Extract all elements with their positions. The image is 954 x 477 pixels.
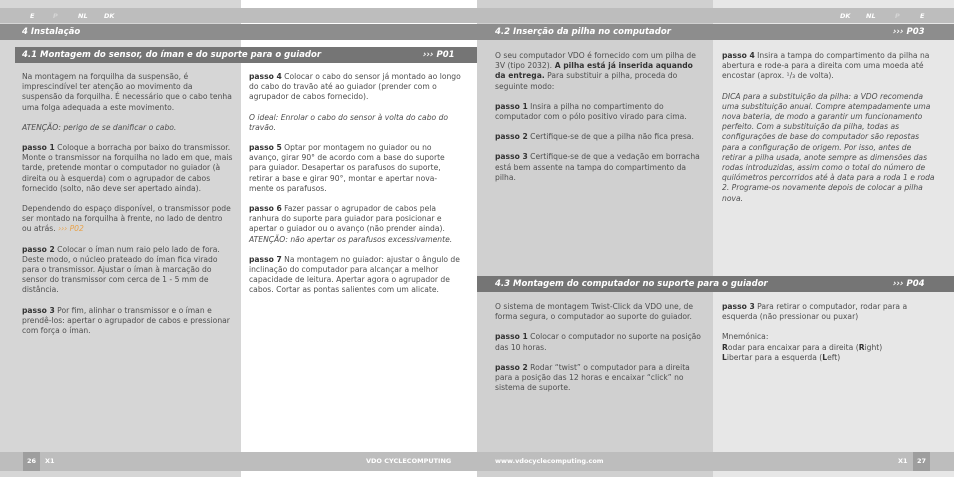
right-column-3-text [495,302,705,403]
right-column-2-text [722,51,936,214]
lang-tab-active[interactable]: P [53,12,58,20]
paragraph: Dependendo do espaço disponível, o transmissor pode ser montado na forquilha à frente, no lado de dentro ou atrás. ››› P02 [22,204,231,234]
page-number-box [913,452,930,471]
lang-tab[interactable]: DK [840,12,851,20]
step-paragraph: passo 2 Colocar o íman num raio pelo lado de fora. Deste modo, o núcleo prateado do íman fica virado para o transmissor. Ajustar o íman à marcação do sensor do transmissor com cerca de 1 - 5 mm de distância. [22,244,220,295]
step-paragraph: passo 7 Na montagem no guiador: ajustar o ângulo de inclinação do computador para alcançar a melhor capacidade de leitura. Apertar agora o agrupador de cabos. Cortar as pontas salientes com um alicate. [249,254,460,295]
footer-url[interactable]: www.vdocyclecomputing.com [495,457,604,465]
figure-ref-link[interactable]: ››› P04 [893,279,925,289]
subsection-header [477,24,954,40]
mnemonic-label: Mnemónica: [722,332,769,342]
tip-note: DICA para a substituição da pilha: a VDO recomenda uma substituição anual. Compre atempadamente uma nova bateria, de modo a garantir um funcionamento perfeito. Com a substituição da pilha, todas as configurações de base do computador são repostas para a configuração de origem. Por isso, antes de retirar a pilha usada, anote sempre as dimensões das rodas introduzidas, assim como o total do número de quilómetros percorridos até à data para a roda 1 e roda 2. Programe-os novamente depois de colocar a pilha nova. [722,91,935,203]
paragraph: O seu computador VDO é fornecido com um pilha de 3V (tipo 2032). A pilha está já inserida aquando da entrega. Para substituir a pilha, proceda do seguinte modo: [495,51,696,91]
lang-tab[interactable]: DK [104,12,115,20]
step-paragraph: passo 6 Fazer passar o agrupador de cabos pela ranhura do suporte para guiador para posicionar e apertar o guiador ou o avanço (não prender ainda). ATENÇÃO: não apertar os parafusos excessivamente. [249,204,453,244]
right-column-1-text [495,51,705,193]
step-paragraph: passo 5 Optar por montagem no guiador ou no avanço, girar 90° de acordo com a base do suporte para guiador. Desapertar os parafusos do suporte, retirar a base e girar 90°, montar e apertar nova-mente os parafusos. [249,143,445,193]
figure-ref-link[interactable]: ››› P01 [423,50,455,60]
figure-ref-link[interactable]: ››› P03 [893,27,925,37]
figure-ref-link[interactable]: ››› P02 [58,224,84,234]
language-bar [0,8,477,23]
footer [0,452,477,471]
paragraph: O sistema de montagem Twist-Click da VDO une, de forma segura, o computador ao suporte do guiador. [495,302,694,322]
footer [477,452,954,471]
language-bar [477,8,954,23]
page-number-box [23,452,40,471]
step-paragraph: passo 4 Insira a tampa do compartimento da pilha na abertura e rode-a para a direita com uma moeda até encostar (aprox. ¹/₃ de volta). [722,51,930,81]
step-paragraph: passo 1 Colocar o computador no suporte na posição das 10 horas. [495,332,701,352]
step-paragraph: passo 2 Rodar “twist” o computador para a direita para a posição das 12 horas e encaixar “click” no sistema de suporte. [495,362,690,393]
footer-model: X1 [45,457,55,465]
paragraph: Na montagem na forquilha da suspensão, é imprescindível ter atenção ao movimento da suspensão da forquilha. É necessário que o cabo tenha uma folga adequada a este movimento. [22,72,232,112]
subsection-header [15,47,477,63]
lang-tab[interactable]: E [920,12,925,20]
left-column-2-text [249,72,461,306]
lang-tab[interactable]: E [30,12,35,20]
subsection-title: 4.1 Montagem do sensor, do íman e do suporte para o guiador [22,50,322,60]
step-paragraph: passo 3 Certifique-se de que a vedação em borracha está bem assente na tampa do compartimento da pilha. [495,152,700,182]
mnemonic-line: Libertar para a esquerda (Left) [722,352,841,362]
footer-brand: VDO CYCLECOMPUTING [366,457,452,465]
section-title: 4 Instalação [22,27,81,37]
lang-tab[interactable]: NL [78,12,88,20]
tip-note: O ideal: Enrolar o cabo do sensor à volta do cabo do travão. [249,112,449,132]
footer-model: X1 [898,457,908,465]
page-number: 26 [26,457,37,465]
step-paragraph: passo 1 Insira a pilha no compartimento do computador com o pólo positivo virado para cima. [495,101,687,122]
step-paragraph: passo 4 Colocar o cabo do sensor já montado ao longo do cabo do travão até ao guiador (prender com o agrupador de cabos fornecido). [249,72,461,102]
mnemonic-line: Rodar para encaixar para a direita (Right) [722,342,883,352]
step-paragraph: passo 2 Certifique-se de que a pilha não fica presa. [495,132,694,142]
lang-tab[interactable]: NL [866,12,876,20]
lang-tab-active[interactable]: P [895,12,900,20]
subsection-title: 4.3 Montagem do computador no suporte para o guiador [495,279,768,289]
step-paragraph: passo 1 Coloque a borracha por baixo do transmissor. Monte o transmissor na forquilha no lado em que, mais tarde, pretende montar o computador no guiador (à direita ou à esquerda) com o agrupador de cabos fornecido (solto, não deve ser apertado ainda). [22,143,233,193]
subsection-header [477,276,954,292]
section-header [0,24,477,40]
step-paragraph: passo 3 Por fim, alinhar o transmissor e o íman e prendê-los: apertar o agrupador de cabos e pressionar com força o íman. [22,305,230,336]
step-paragraph: passo 3 Para retirar o computador, rodar para a esquerda (não pressionar ou puxar) [722,302,908,322]
left-column-1-text [22,72,233,346]
subsection-title: 4.2 Inserção da pilha no computador [495,27,671,37]
warning-note: ATENÇÃO: perigo de se danificar o cabo. [22,122,177,132]
right-page [477,0,954,477]
right-column-4-text [722,302,936,363]
page-number: 27 [916,457,927,465]
